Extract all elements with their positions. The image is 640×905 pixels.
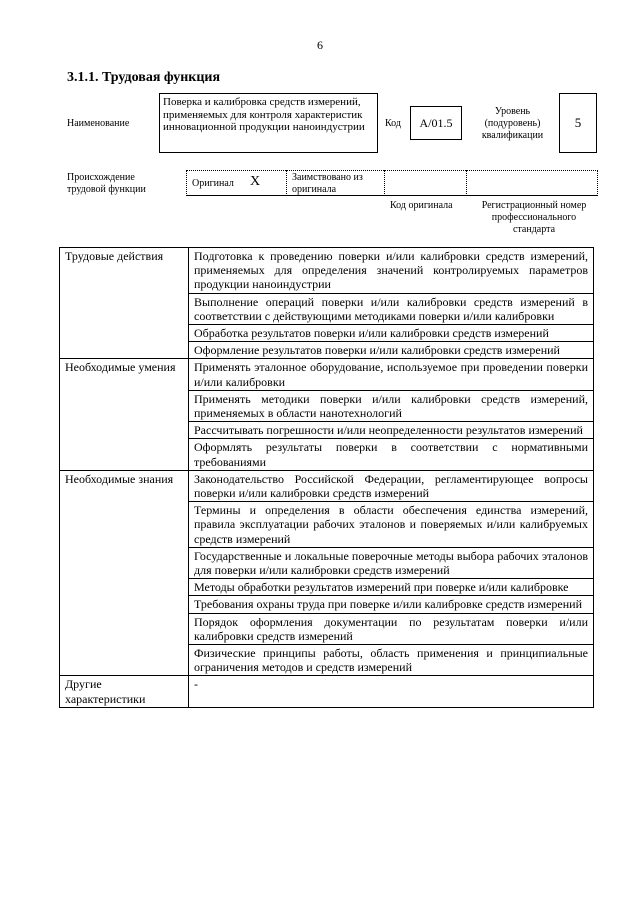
category-cell: Необходимые умения (60, 359, 189, 470)
table-row (60, 470, 594, 501)
category-cell: Необходимые знания (60, 470, 189, 676)
category-cell: Трудовые действия (60, 248, 189, 359)
page-number: 6 (317, 38, 323, 52)
origin-label: Происхождение трудовой функции (67, 172, 146, 195)
list-item: Порядок оформления документации по результатам поверки и/или калибровки средств измерений (189, 613, 594, 644)
level-label: Уровень (подуровень) квалификации (481, 106, 544, 141)
list-item: Выполнение операций поверки и/или калибровки средств измерений в соответствии с действующими методиками поверки и/или калибровки (189, 293, 594, 324)
code-label: Код (385, 118, 401, 129)
reg-number-label: Регистрационный номер профессионального стандарта (481, 200, 587, 235)
list-item: Применять методики поверки и/или калибровки средств измерений, применяемых в области нанотехнологий (189, 390, 594, 421)
list-item: Термины и определения в области обеспечения единства измерений, правила эксплуатации рабочих эталонов и поверяемых и/или калибруемых средств измерений (189, 502, 594, 548)
list-item: Государственные и локальные поверочные методы выбора рабочих эталонов для поверки и/или калибровки средств измерений (189, 547, 594, 578)
table-row (60, 676, 594, 707)
list-item: Оформление результатов поверки и/или калибровки средств измерений (189, 342, 594, 359)
table-row (60, 359, 594, 390)
code-original-cell (384, 170, 466, 196)
original-label: Оригинал (192, 178, 234, 189)
name-label: Наименование (67, 118, 130, 129)
original-mark: X (250, 174, 261, 189)
list-item: Применять эталонное оборудование, используемое при проведении поверки и/или калибровки (189, 359, 594, 390)
code-original-label: Код оригинала (390, 200, 453, 211)
list-item: Подготовка к проведению поверки и/или калибровки средств измерений, применяемых для определения значений контролируемых параметров продукции наноиндустрии (189, 248, 594, 294)
code-value-box: A/01.5 (410, 106, 462, 140)
list-item: Физические принципы работы, область применения и принципиальные ограничения методов и средств измерений (189, 645, 594, 676)
borrowed-label: Заимствовано из оригинала (292, 172, 363, 195)
list-item: Рассчитывать погрешности и/или неопределенности результатов измерений (189, 422, 594, 439)
list-item: Обработка результатов поверки и/или калибровки средств измерений (189, 325, 594, 342)
category-cell: Другие характеристики (60, 676, 189, 707)
section-title: 3.1.1. Трудовая функция (67, 70, 221, 85)
list-item: Требования охраны труда при поверке и/или калибровке средств измерений (189, 596, 594, 613)
function-details-table (59, 247, 594, 708)
function-name-box: Поверка и калибровка средств измерений, применяемых для контроля характеристик инновационной продукции наноиндустрии (159, 93, 378, 153)
table-row (60, 248, 594, 294)
list-item: - (189, 676, 594, 707)
list-item: Методы обработки результатов измерений при поверке и/или калибровке (189, 579, 594, 596)
list-item: Оформлять результаты поверки в соответствии с нормативными требованиями (189, 439, 594, 470)
reg-number-cell (466, 170, 598, 196)
level-value-box: 5 (559, 93, 597, 153)
list-item: Законодательство Российской Федерации, регламентирующее вопросы поверки и/или калибровки средств измерений (189, 470, 594, 501)
